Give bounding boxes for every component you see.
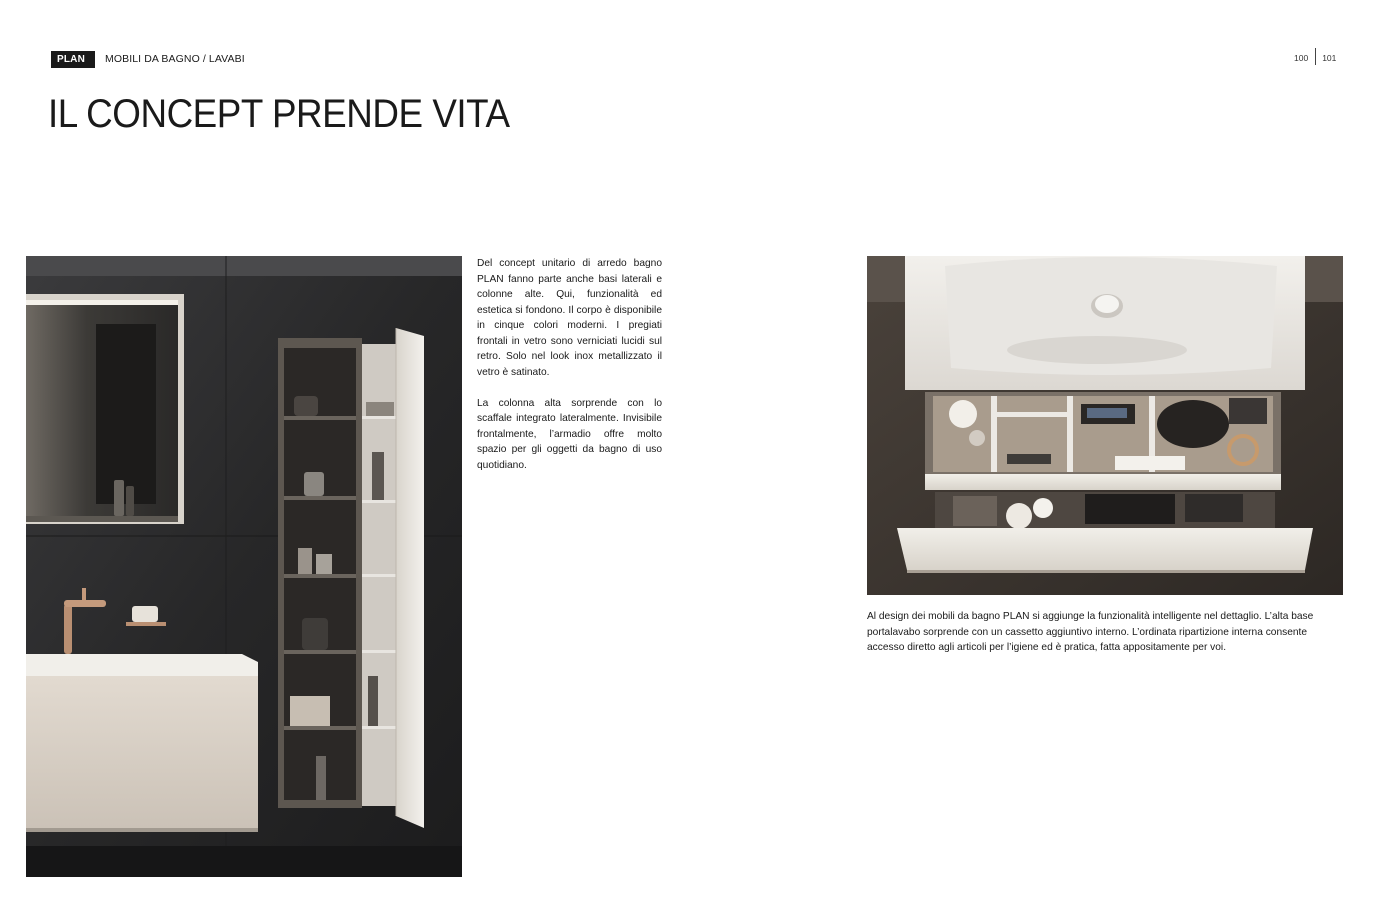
drawer-organizer-photo	[867, 256, 1343, 595]
page-number-left: 100	[1294, 53, 1309, 63]
drawer-organizer-illustration	[867, 256, 1343, 595]
page-number-right: 101	[1322, 53, 1337, 63]
intro-paragraph-2: La colonna alta sorprende con lo scaffale integrato lateralmente. Invisibile frontalmente, l’armadio offre molto spazio per gli oggetti da bagno di uso quotidiano.	[477, 397, 662, 471]
intro-text	[477, 256, 662, 473]
section-breadcrumb: MOBILI DA BAGNO / LAVABI	[105, 53, 245, 65]
page-title: IL CONCEPT PRENDE VITA	[48, 92, 510, 136]
page-divider	[1315, 48, 1316, 65]
photo-caption: Al design dei mobili da bagno PLAN si aggiunge la funzionalità intelligente nel dettaglio. L’alta base portalavabo sorprende con un cassetto aggiuntivo interno. L’ordinata ripartizione interna consente accesso diretto agli articoli per l’igiene ed è pratica, fatta appositamente per voi.	[867, 611, 1314, 653]
brand-tag: PLAN	[51, 51, 95, 68]
bathroom-column-photo	[26, 256, 462, 877]
page-numbers	[1294, 48, 1336, 66]
intro-paragraph-1: Del concept unitario di arredo bagno PLAN fanno parte anche basi laterali e colonne alte. Qui, funzionalità ed estetica si fondono. Il corpo è disponibile in cinque colori moderni. I pregiati frontali in vetro sono verniciati lucidi sul retro. Solo nel look inox metallizzato il vetro è satinato.	[477, 258, 662, 378]
bathroom-column-illustration	[26, 256, 462, 877]
